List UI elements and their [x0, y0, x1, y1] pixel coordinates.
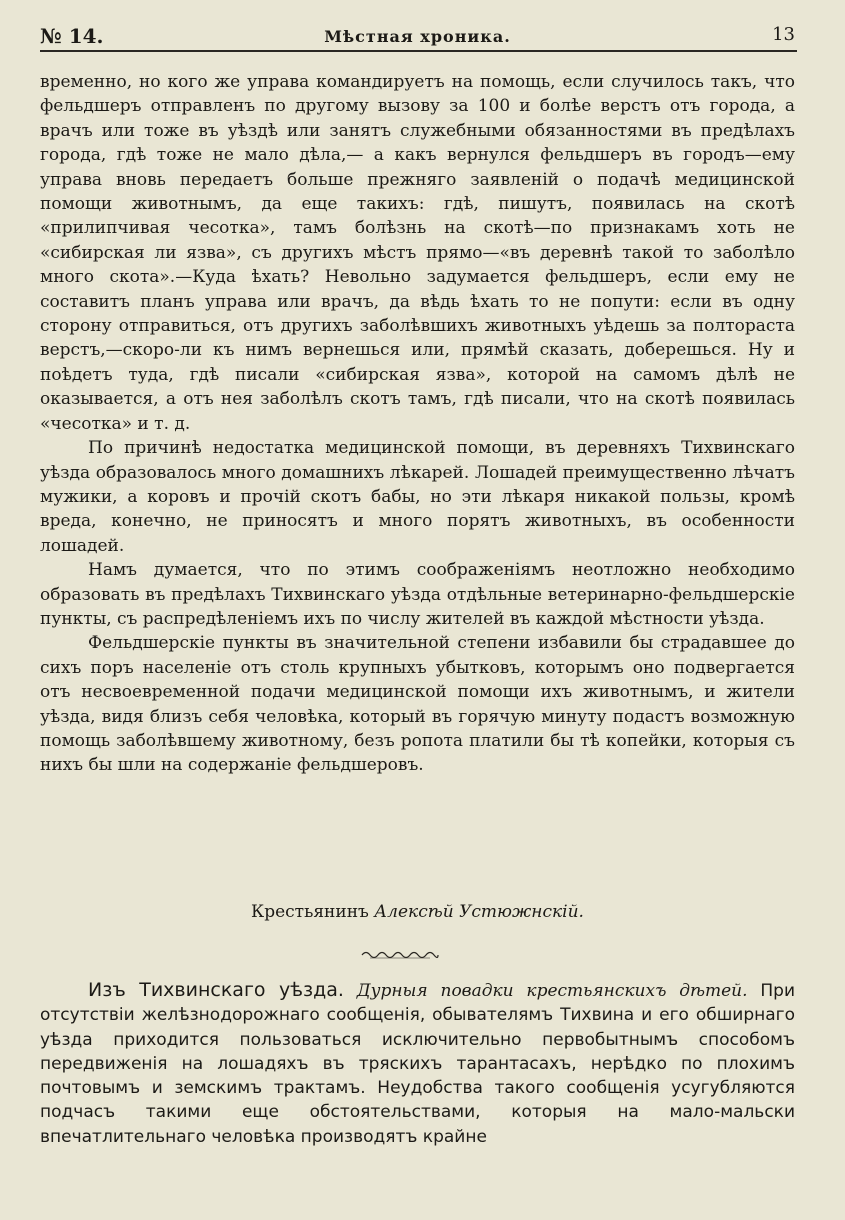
header-rule [40, 50, 797, 52]
page-number: 13 [772, 24, 795, 45]
paragraph-3: Намъ думается, что по этимъ соображеніямъ неотложно необходимо образовать въ предѣлахъ Тихвинскаго уѣзда отдѣльные ветеринарно-фельдшерскіе пункты, съ распредѣленіемъ ихъ по числу жителей въ каждой мѣстности уѣзда. [40, 560, 795, 629]
page-header [40, 22, 795, 50]
paragraph-2: По причинѣ недостатка медицинской помощи, въ деревняхъ Тихвинскаго уѣзда образовалось много домашнихъ лѣкарей. Лошадей преимущественно лѣчатъ мужики, а коровъ и прочій скотъ бабы, но эти лѣкаря никакой пользы, кромѣ вреда, конечно, не приносятъ и много порятъ животныхъ, въ особенности лошадей. [40, 438, 795, 556]
next-article-heading: Изъ Тихвинскаго уѣзда. [88, 979, 344, 1001]
article-body [40, 70, 795, 778]
section-divider-ornament [360, 948, 440, 962]
next-article [40, 978, 795, 1149]
section-title: Мѣстная хроника. [324, 27, 511, 46]
paragraph-4: Фельдшерскіе пункты въ значительной степени избавили бы страдавшее до сихъ поръ населеніе отъ столь крупныхъ убытковъ, которымъ оно подвергается отъ несвоевременной подачи медицинской помощи ихъ животнымъ, и жители уѣзда, видя близъ себя человѣка, который въ горячую минуту подастъ возможную помощь заболѣвшему животному, безъ ропота платили бы тѣ копейки, которыя съ нихъ бы шли на содержаніе фельдшеровъ. [40, 633, 795, 776]
signature-name: Алексѣй Устюжнскій. [374, 902, 584, 922]
signature-prefix: Крестьянинъ [251, 902, 369, 922]
next-article-subtitle: Дурныя повадки крестьянскихъ дѣтей. [356, 981, 748, 1001]
signature [40, 902, 795, 922]
issue-number: № 14. [40, 24, 104, 48]
next-article-text: При отсутствіи желѣзнодорожнаго сообщенія, обывателямъ Тихвина и его обширнаго уѣзда приходится пользоваться исключительно первобытнымъ способомъ передвиженія на лошадяхъ въ тряскихъ тарантасахъ, нерѣдко по плохимъ почтовымъ и земскимъ трактамъ. Неудобства такого сообщенія усугубляются подчасъ такими еще обстоятельствами, которыя на мало-мальски впечатлительнаго человѣка производятъ крайне [40, 981, 796, 1147]
paragraph-1: временно, но кого же управа командируетъ на помощь, если случилось такъ, что фельдшеръ отправленъ по другому вызову за 100 и болѣе верстъ отъ города, а врачъ или тоже въ уѣздѣ или занятъ служебными обязанностями въ предѣлахъ города, гдѣ тоже не мало дѣла,— а какъ вернулся фельдшеръ въ городъ—ему управа вновь передаетъ больше прежняго заявленій о подачѣ медицинской помощи животнымъ, да еще такихъ: гдѣ, пишутъ, появилась на скотѣ «прилипчивая чесотка», тамъ болѣзнь на скотѣ—по признакамъ хоть не «сибирская ли язва», съ другихъ мѣстъ прямо—«въ деревнѣ такой то заболѣло много скота».—Куда ѣхать? Невольно задумается фельдшеръ, если ему не составитъ планъ управа или врачъ, да вѣдь ѣхать то не попути: если въ одну сторону отправиться, отъ другихъ заболѣвшихъ животныхъ уѣдешь за полтораста верстъ,—скоро-ли къ нимъ вернешься или, прямѣй сказать, доберешься. Ну и поѣдетъ туда, гдѣ писали «сибирская язва», которой на самомъ дѣлѣ не оказывается, а отъ нея заболѣлъ скотъ тамъ, гдѣ писали, что на скотѣ появилась «чесотка» и т. д. [40, 72, 795, 434]
